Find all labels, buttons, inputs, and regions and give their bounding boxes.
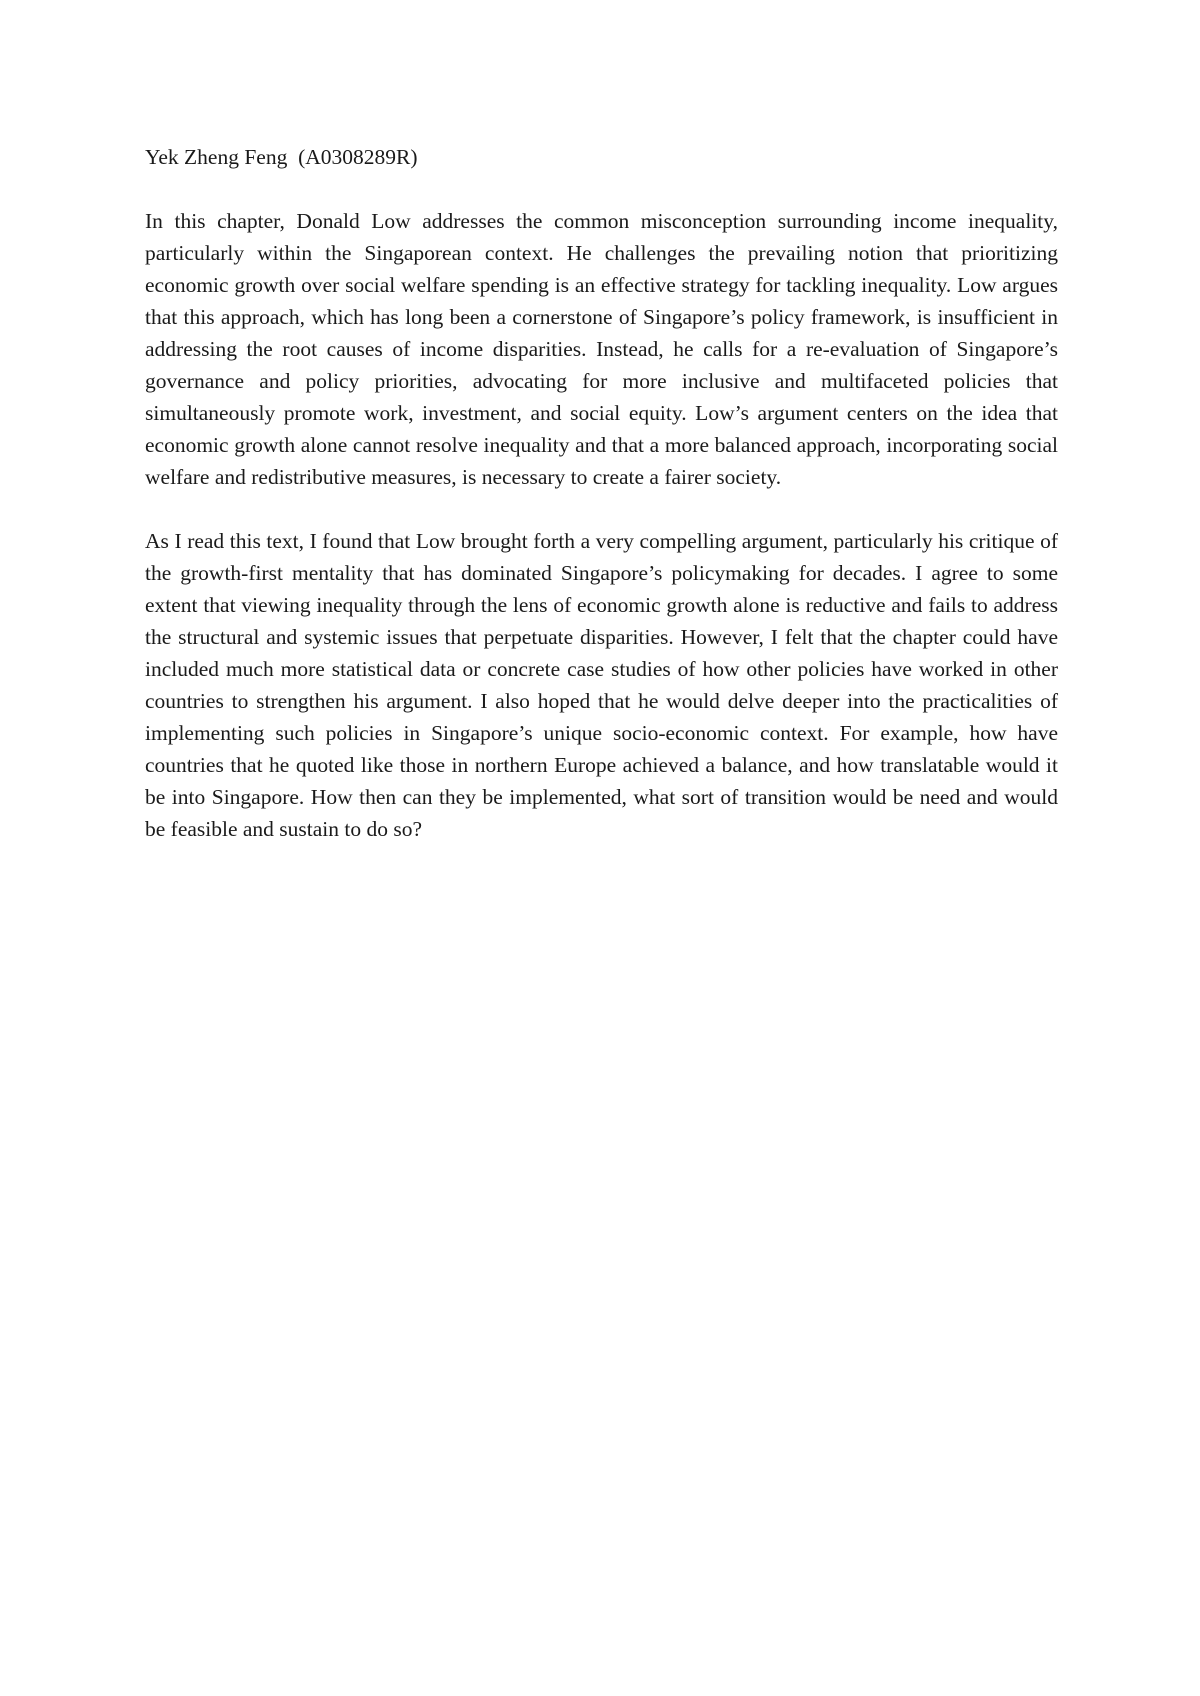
paragraph-summary: In this chapter, Donald Low addresses the common misconception surrounding income inequality, particularly within the Singaporean context. He challenges the prevailing notion that prioritizing economic growth over social welfare spending is an effective strategy for tackling inequality. Low argues that this approach, which has long been a cornerstone of Singapore’s policy framework, is insufficient in addressing the root causes of income disparities. Instead, he calls for a re-evaluation of Singapore’s governance and policy priorities, advocating for more inclusive and multifaceted policies that simultaneously promote work, investment, and social equity. Low’s argument centers on the idea that economic growth alone cannot resolve inequality and that a more balanced approach, incorporating social welfare and redistributive measures, is necessary to create a fairer society. [145, 209, 1058, 489]
document-body [145, 141, 1058, 877]
author-line: Yek Zheng Feng (A0308289R) [145, 145, 418, 169]
paragraph-response: As I read this text, I found that Low brought forth a very compelling argument, particularly his critique of the growth-first mentality that has dominated Singapore’s policymaking for decades. I agree to some extent that viewing inequality through the lens of economic growth alone is reductive and fails to address the structural and systemic issues that perpetuate disparities. However, I felt that the chapter could have included much more statistical data or concrete case studies of how other policies have worked in other countries to strengthen his argument. I also hoped that he would delve deeper into the practicalities of implementing such policies in Singapore’s unique socio-economic context. For example, how have countries that he quoted like those in northern Europe achieved a balance, and how translatable would it be into Singapore. How then can they be implemented, what sort of transition would be need and would be feasible and sustain to do so? [145, 529, 1058, 841]
